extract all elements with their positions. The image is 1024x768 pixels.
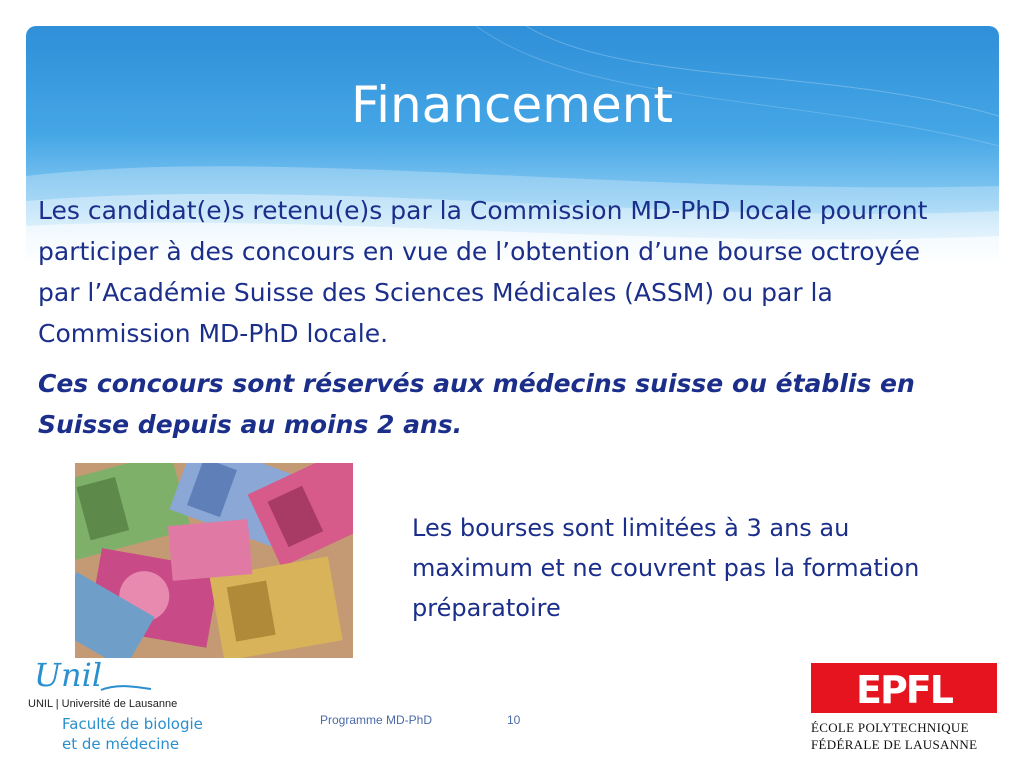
- scholarship-note: Les bourses sont limitées à 3 ans au maximum et ne couvrent pas la formation préparatoire: [412, 514, 920, 622]
- epfl-name: [811, 719, 1001, 753]
- slide-title: Financement: [350, 76, 674, 134]
- unil-faculty: [62, 714, 203, 754]
- unil-university-line: UNIL | Université de Lausanne: [28, 698, 178, 710]
- unil-faculty-line-2: et de médecine: [62, 735, 180, 753]
- svg-text:Unil: Unil: [34, 656, 103, 694]
- epfl-logo: [811, 663, 997, 713]
- unil-faculty-line-1: Faculté de biologie: [62, 715, 203, 733]
- paragraph-eligibility: Les candidat(e)s retenu(e)s par la Commission MD-PhD locale pourront participer à des concours en vue de l’obtention d’une bourse octroyée par l’Académie Suisse des Sciences Médicales (ASSM) ou par la Commission MD-PhD locale.: [38, 196, 928, 348]
- epfl-name-line-1: ÉCOLE POLYTECHNIQUE: [811, 720, 969, 735]
- banknotes-illustration: [75, 463, 353, 658]
- footer-program: Programme MD-PhD: [320, 713, 433, 727]
- epfl-name-line-2: FÉDÉRALE DE LAUSANNE: [811, 737, 978, 752]
- slide-body: [38, 190, 968, 445]
- paragraph-condition: Ces concours sont réservés aux médecins suisse ou établis en Suisse depuis au moins 2 ans.: [38, 369, 915, 439]
- svg-text:EPFL: EPFL: [856, 668, 952, 712]
- footer-page-number: 10: [507, 713, 521, 727]
- swiss-banknotes-image: [75, 463, 353, 658]
- epfl-wordmark: [811, 663, 997, 713]
- unil-wordmark: [26, 656, 156, 698]
